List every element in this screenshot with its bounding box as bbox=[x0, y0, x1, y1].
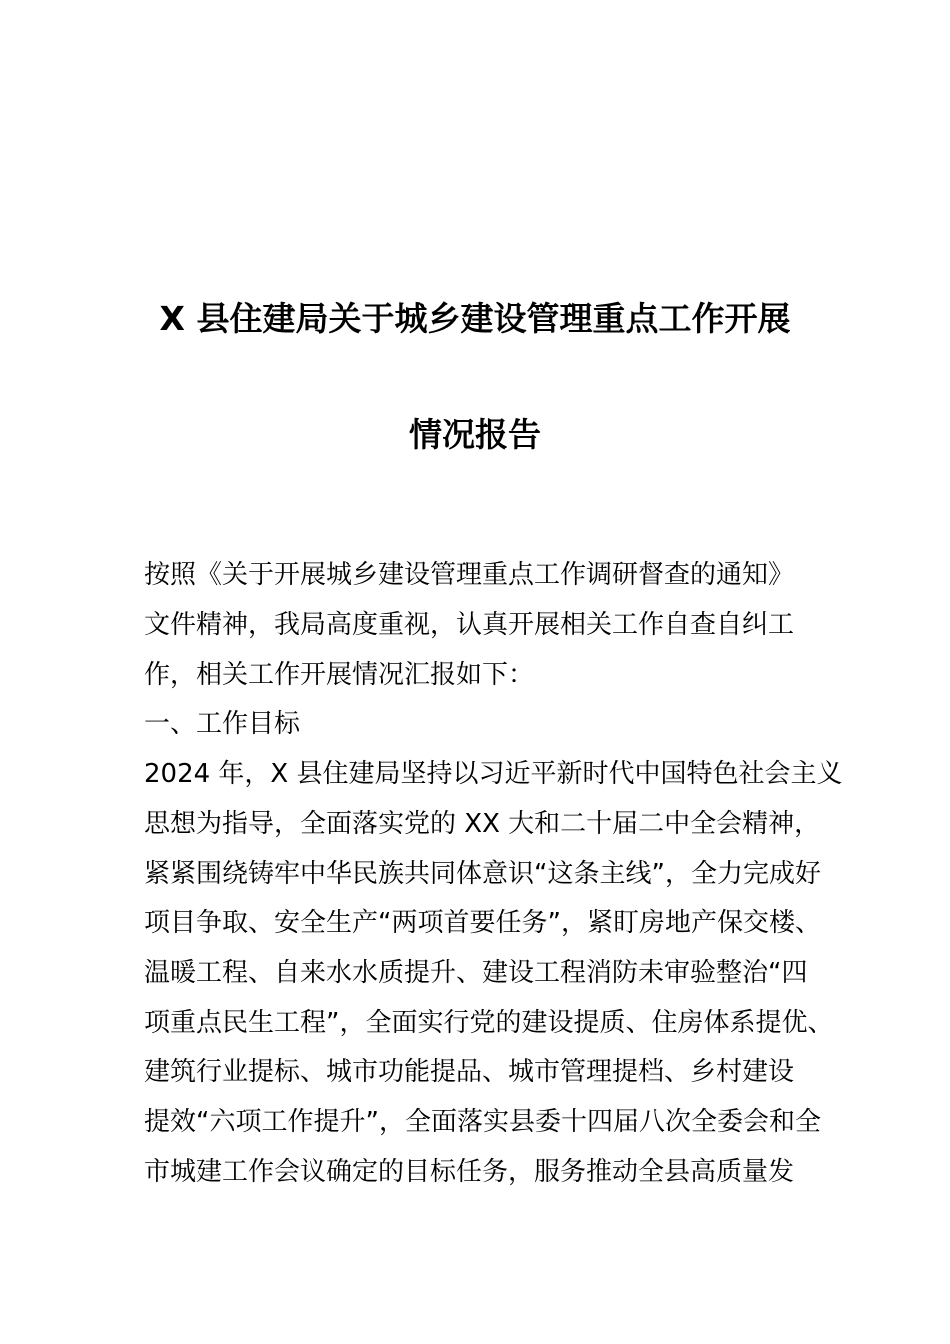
document-title-line-2: 情况报告 bbox=[409, 415, 541, 454]
body-line-1: 按照《关于开展城乡建设管理重点工作调研督查的通知》 bbox=[144, 560, 795, 590]
body-line-12: 提效“六项工作提升”，全面落实县委十四届八次全委会和全 bbox=[144, 1107, 821, 1137]
body-line-13: 市城建工作会议确定的目标任务，服务推动全县高质量发 bbox=[144, 1157, 795, 1187]
body-line-5: 2024 年，X 县住建局坚持以习近平新时代中国特色社会主义 bbox=[144, 759, 843, 789]
section-heading-work-goals: 一、工作目标 bbox=[144, 709, 301, 739]
body-line-7: 紧紧围绕铸牢中华民族共同体意识“这条主线”，全力完成好 bbox=[144, 859, 821, 889]
document-title-line-1: X 县住建局关于城乡建设管理重点工作开展 bbox=[159, 299, 791, 338]
body-line-3: 作，相关工作开展情况汇报如下： bbox=[144, 660, 535, 690]
body-line-11: 建筑行业提标、城市功能提品、城市管理提档、乡村建设 bbox=[144, 1057, 795, 1087]
body-line-6: 思想为指导，全面落实党的 XX 大和二十届二中全会精神， bbox=[144, 809, 821, 839]
body-line-2: 文件精神，我局高度重视，认真开展相关工作自查自纠工 bbox=[144, 610, 795, 640]
body-line-8: 项目争取、安全生产“两项首要任务”，紧盯房地产保交楼、 bbox=[144, 908, 821, 938]
body-line-10: 项重点民生工程”，全面实行党的建设提质、住房体系提优、 bbox=[144, 1008, 834, 1038]
body-line-9: 温暖工程、自来水水质提升、建设工程消防未审验整治“四 bbox=[144, 958, 808, 988]
